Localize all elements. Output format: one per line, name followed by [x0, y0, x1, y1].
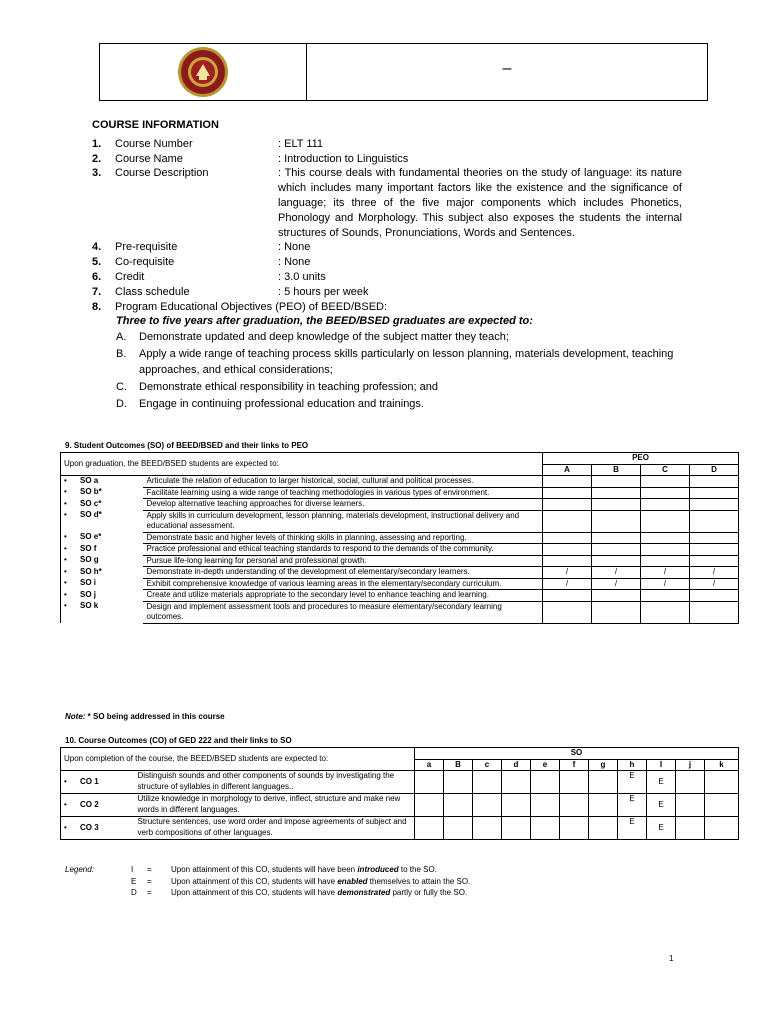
- so-code: SO d*: [80, 510, 102, 519]
- peo-mark: [592, 487, 641, 499]
- peo-mark: [592, 555, 641, 567]
- legend-emphasis: demonstrated: [337, 888, 391, 897]
- so-mark: [676, 794, 705, 817]
- so-desc: Create and utilize materials appropriate to the secondary level to enhance teaching and learning.: [143, 590, 543, 602]
- so-code: SO k: [80, 601, 99, 610]
- so-desc: Facilitate learning using a wide range of teaching methodologies in various types of environment.: [143, 487, 543, 499]
- so-code-cell: [61, 590, 143, 602]
- legend-eq: =: [147, 888, 152, 897]
- legend: [65, 864, 470, 899]
- legend-text: Upon attainment of this CO, students will have been introduced to the SO.: [171, 865, 437, 874]
- peo-col-header: D: [690, 464, 739, 476]
- item-number: 7.: [92, 285, 102, 298]
- co-code-cell: [61, 817, 135, 840]
- peo-mark: [592, 510, 641, 532]
- item-value: : Introduction to Linguistics: [278, 152, 409, 165]
- co-desc: Utilize knowledge in morphology to derive, inflect, structure and make new words in different languages.: [135, 794, 415, 817]
- so-code: SO b*: [80, 487, 102, 496]
- item-label: Course Name: [115, 152, 183, 165]
- so-code-cell: [61, 601, 143, 623]
- so-mark: [473, 771, 502, 794]
- so-col-header: k: [705, 759, 739, 771]
- so-desc: Apply skills in curriculum development, lesson planning, materials development, instructional delivery and educational assessment.: [143, 510, 543, 532]
- peo-mark: [641, 510, 690, 532]
- so-mark: E: [618, 794, 647, 817]
- header-box: [99, 43, 708, 101]
- peo-item: [116, 396, 682, 413]
- item-value: : None: [278, 241, 311, 254]
- so-desc: Exhibit comprehensive knowledge of various learning areas in the elementary/secondary curriculum.: [143, 578, 543, 590]
- so-code: SO f: [80, 543, 97, 553]
- item-label: Co-requisite: [115, 256, 175, 269]
- peo-mark: [690, 476, 739, 488]
- course-info-heading: COURSE INFORMATION: [92, 119, 219, 131]
- peo-mark: [641, 601, 690, 623]
- so-col-header: B: [444, 759, 473, 771]
- course-info-row: [92, 166, 682, 240]
- so-code-cell: [61, 510, 143, 532]
- so-desc: Practice professional and ethical teaching standards to respond to the demands of the community.: [143, 544, 543, 556]
- peo-mark: [690, 487, 739, 499]
- item-number: 5.: [92, 256, 102, 269]
- so-mark: E: [618, 817, 647, 840]
- item-number: 3.: [92, 167, 102, 180]
- bullet-icon: •: [64, 543, 67, 553]
- peo-mark: [543, 476, 592, 488]
- peo-subtitle: Three to five years after graduation, the BEED/BSED graduates are expected to:: [116, 315, 533, 328]
- peo-col-header: B: [592, 464, 641, 476]
- peo-mark: [641, 476, 690, 488]
- so-code-cell: [61, 476, 143, 488]
- peo-mark: [592, 590, 641, 602]
- so-col-header: a: [415, 759, 444, 771]
- peo-mark: [592, 532, 641, 544]
- item-label: Course Description: [115, 167, 209, 180]
- table-row: [61, 590, 739, 602]
- so-mark: [560, 771, 589, 794]
- table-row: [61, 487, 739, 499]
- so-mark: [531, 817, 560, 840]
- course-info-row: [92, 255, 682, 270]
- legend-label: [65, 887, 131, 899]
- peo-mark: [543, 544, 592, 556]
- course-info-row: [92, 137, 682, 152]
- so-code: SO i: [80, 578, 97, 587]
- so-col-header: j: [676, 759, 705, 771]
- peo-mark: /: [592, 578, 641, 590]
- legend-label: [65, 876, 131, 888]
- so-desc: Demonstrate basic and higher levels of thinking skills in planning, assessing and reporting.: [143, 532, 543, 544]
- so-mark: [589, 817, 618, 840]
- so-mark: [560, 794, 589, 817]
- so-mark: [676, 817, 705, 840]
- so-intro: Upon graduation, the BEED/BSED students are expected to:: [61, 453, 543, 476]
- peo-mark: [543, 510, 592, 532]
- so-code-cell: [61, 544, 143, 556]
- so-code-cell: [61, 532, 143, 544]
- so-mark: [531, 771, 560, 794]
- item-value: : ELT 111: [278, 137, 324, 150]
- legend-key: I: [131, 865, 134, 874]
- legend-emphasis: enabled: [337, 876, 368, 886]
- peo-letter: C.: [116, 380, 127, 393]
- item-value: : 5 hours per week: [278, 285, 369, 298]
- so-mark: [531, 794, 560, 817]
- bullet-icon: •: [64, 487, 67, 496]
- so-mark: [473, 817, 502, 840]
- so-mark: [589, 794, 618, 817]
- item-label: Course Number: [115, 137, 193, 150]
- item-value: : 3.0 units: [278, 270, 326, 283]
- peo-mark: [543, 601, 592, 623]
- table-row: [61, 794, 739, 817]
- co-code-cell: [61, 794, 135, 817]
- table-row: [61, 555, 739, 567]
- peo-row: 8. Program Educational Objectives (PEO) of BEED/BSED:: [92, 300, 388, 313]
- so-mark: E: [647, 817, 676, 840]
- so-group-header: SO: [415, 748, 739, 760]
- bullet-icon: •: [64, 555, 67, 564]
- so-col-header: c: [473, 759, 502, 771]
- so-mark: [415, 817, 444, 840]
- logo-cell: [100, 44, 307, 100]
- so-code-cell: [61, 499, 143, 511]
- peo-label: Program Educational Objectives (PEO) of BEED/BSED:: [115, 300, 388, 313]
- peo-mark: /: [543, 567, 592, 579]
- legend-key: D: [131, 888, 137, 897]
- bullet-icon: •: [64, 799, 67, 809]
- so-col-header: e: [531, 759, 560, 771]
- table-row: [61, 510, 739, 532]
- peo-mark: [592, 601, 641, 623]
- table-row: [61, 771, 739, 794]
- table-row: [61, 817, 739, 840]
- peo-mark: [641, 590, 690, 602]
- peo-mark: /: [543, 578, 592, 590]
- so-mark: [676, 771, 705, 794]
- so-code-cell: [61, 555, 143, 567]
- peo-mark: [641, 555, 690, 567]
- so-mark: E: [647, 771, 676, 794]
- item-number: 6.: [92, 270, 102, 283]
- co-header-row: [61, 748, 739, 760]
- peo-letter: B.: [116, 347, 127, 360]
- peo-mark: [641, 532, 690, 544]
- table-row: [61, 499, 739, 511]
- peo-mark: /: [592, 567, 641, 579]
- so-mark: [444, 771, 473, 794]
- peo-group-header: PEO: [543, 453, 739, 465]
- item-value: : None: [278, 256, 311, 269]
- peo-text: Demonstrate updated and deep knowledge of the subject matter they teach;: [139, 331, 509, 344]
- peo-text: Demonstrate ethical responsibility in teaching profession; and: [139, 380, 438, 393]
- peo-mark: [592, 499, 641, 511]
- so-col-header: g: [589, 759, 618, 771]
- bullet-icon: •: [64, 510, 67, 519]
- peo-item: [116, 329, 682, 346]
- bullet-icon: •: [64, 578, 67, 587]
- so-table: [60, 452, 739, 624]
- peo-text: Engage in continuing professional education and trainings.: [139, 397, 424, 410]
- so-mark: [444, 817, 473, 840]
- co-intro: Upon completion of the course, the BEED/BSED students are expected to:: [61, 748, 415, 771]
- so-col-header: d: [502, 759, 531, 771]
- peo-item: [116, 346, 682, 379]
- so-mark: [705, 794, 739, 817]
- co-section-title: 10. Course Outcomes (CO) of GED 222 and their links to SO: [65, 736, 292, 745]
- item-value: : This course deals with fundamental theories on the study of language: its nature which includes many important factors like the existence and the significance of language; its three of the five major components which includes Phonetics, Phonology and Morphology. This subject also exposes the students the internal structures of Sounds, Pronunciations, Words and Sentences.: [278, 167, 682, 239]
- peo-mark: /: [690, 578, 739, 590]
- so-code: SO h*: [80, 566, 102, 576]
- so-col-header: f: [560, 759, 589, 771]
- peo-mark: [690, 499, 739, 511]
- bullet-icon: •: [64, 566, 67, 576]
- so-code-cell: [61, 567, 143, 579]
- bullet-icon: •: [64, 776, 67, 786]
- bullet-icon: •: [64, 476, 67, 485]
- course-info-row: [92, 240, 682, 255]
- so-mark: E: [647, 794, 676, 817]
- so-desc: Demonstrate in-depth understanding of the development of elementary/secondary learners.: [143, 567, 543, 579]
- so-desc: Pursue life-long learning for personal and professional growth.: [143, 555, 543, 567]
- legend-text: Upon attainment of this CO, students will have enabled themselves to attain the SO.: [171, 876, 471, 886]
- course-info-row: [92, 152, 682, 167]
- item-number: 1.: [92, 137, 102, 150]
- so-mark: [502, 794, 531, 817]
- legend-row: [65, 876, 470, 888]
- so-mark: [473, 794, 502, 817]
- co-code: CO 2: [80, 799, 99, 809]
- co-desc: Structure sentences, use word order and impose agreements of subject and verb compositions of other languages.: [135, 817, 415, 840]
- so-code-cell: [61, 487, 143, 499]
- peo-mark: [690, 555, 739, 567]
- item-label: Credit: [115, 270, 145, 283]
- peo-mark: [543, 499, 592, 511]
- course-information: [92, 118, 682, 412]
- peo-letter: A.: [116, 331, 127, 344]
- peo-mark: [641, 544, 690, 556]
- peo-mark: [592, 476, 641, 488]
- bullet-icon: •: [64, 498, 67, 508]
- bullet-icon: •: [64, 601, 67, 610]
- legend-eq: =: [147, 865, 152, 874]
- co-desc: Distinguish sounds and other components of sounds by investigating the structure of syllables in different languages..: [135, 771, 415, 794]
- so-mark: [415, 771, 444, 794]
- peo-col-header: C: [641, 464, 690, 476]
- peo-mark: [543, 590, 592, 602]
- so-mark: [560, 817, 589, 840]
- so-code: SO g: [80, 555, 99, 564]
- so-code-cell: [61, 578, 143, 590]
- co-code: CO 1: [80, 776, 99, 786]
- peo-mark: [690, 590, 739, 602]
- peo-mark: [592, 544, 641, 556]
- legend-label: Legend:: [65, 865, 94, 874]
- so-mark: [589, 771, 618, 794]
- co-table: [60, 747, 739, 840]
- co-code-cell: [61, 771, 135, 794]
- peo-mark: /: [641, 578, 690, 590]
- peo-mark: [690, 532, 739, 544]
- co-code: CO 3: [80, 822, 99, 832]
- so-code: SO j: [80, 589, 97, 599]
- so-desc: Develop alternative teaching approaches for diverse learners.: [143, 499, 543, 511]
- document-title: –: [502, 60, 512, 77]
- legend-emphasis: introduced: [357, 865, 399, 874]
- bullet-icon: •: [64, 589, 67, 599]
- peo-mark: [641, 499, 690, 511]
- peo-col-header: A: [543, 464, 592, 476]
- so-code: SO c*: [80, 498, 102, 508]
- so-mark: E: [618, 771, 647, 794]
- course-info-row: [92, 285, 682, 300]
- table-row: [61, 476, 739, 488]
- item-number: 2.: [92, 152, 102, 165]
- peo-mark: [690, 601, 739, 623]
- item-label: Pre-requisite: [115, 241, 178, 254]
- so-mark: [444, 794, 473, 817]
- so-desc: Design and implement assessment tools and procedures to measure elementary/secondary learning outcomes.: [143, 601, 543, 623]
- item-number: 4.: [92, 241, 102, 254]
- course-info-row: [92, 270, 682, 285]
- table-row: [61, 567, 739, 579]
- bullet-icon: •: [64, 822, 67, 832]
- item-label: Class schedule: [115, 285, 190, 298]
- institution-seal-icon: [177, 46, 229, 98]
- so-desc: Articulate the relation of education to larger historical, social, cultural and political processes.: [143, 476, 543, 488]
- legend-eq: =: [147, 876, 152, 886]
- table-row: [61, 544, 739, 556]
- so-mark: [415, 794, 444, 817]
- so-col-header: h: [618, 759, 647, 771]
- peo-mark: /: [641, 567, 690, 579]
- so-code: SO a: [80, 476, 99, 485]
- legend-key: E: [131, 876, 137, 886]
- peo-mark: [641, 487, 690, 499]
- peo-letter: D.: [116, 397, 127, 410]
- so-col-header: I: [647, 759, 676, 771]
- page-number: 1: [669, 954, 674, 963]
- peo-text: Apply a wide range of teaching process skills particularly on lesson planning, materials development, teaching approaches, and ethical considerations;: [139, 347, 674, 377]
- so-note: Note: * SO being addressed in this course: [65, 712, 225, 721]
- peo-mark: [543, 487, 592, 499]
- table-row: [61, 578, 739, 590]
- legend-row: [65, 887, 470, 899]
- so-mark: [502, 771, 531, 794]
- legend-row: [65, 864, 470, 876]
- so-header-row: [61, 453, 739, 465]
- so-section-title: 9. Student Outcomes (SO) of BEED/BSED and their links to PEO: [65, 441, 309, 450]
- bullet-icon: •: [64, 532, 67, 541]
- so-mark: [502, 817, 531, 840]
- peo-mark: [690, 544, 739, 556]
- so-mark: [705, 817, 739, 840]
- peo-mark: [690, 510, 739, 532]
- so-mark: [705, 771, 739, 794]
- table-row: [61, 601, 739, 623]
- table-row: [61, 532, 739, 544]
- so-code: SO e*: [80, 532, 102, 541]
- peo-mark: [543, 532, 592, 544]
- legend-text: Upon attainment of this CO, students will have demonstrated partly or fully the SO.: [171, 888, 468, 897]
- peo-mark: [543, 555, 592, 567]
- peo-mark: /: [690, 567, 739, 579]
- peo-item: [116, 379, 682, 396]
